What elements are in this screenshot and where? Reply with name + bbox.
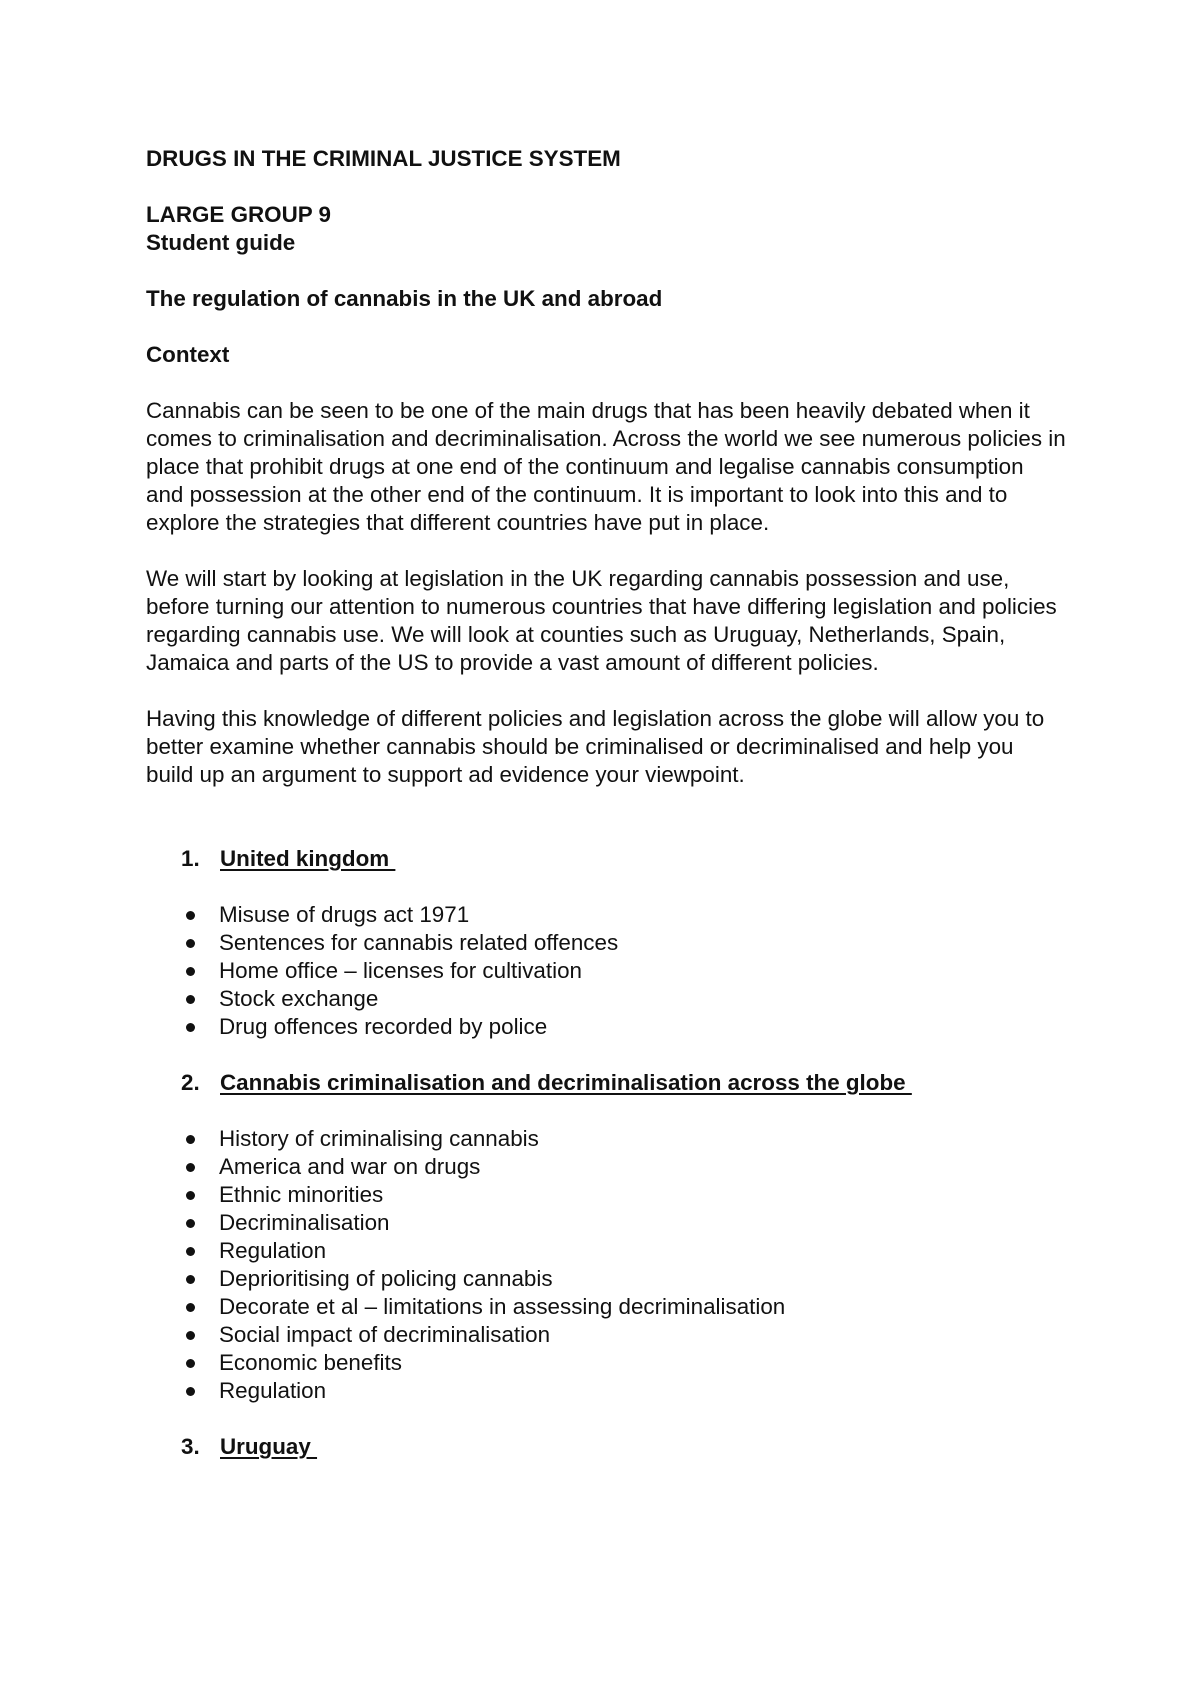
bullet-icon: [186, 967, 195, 976]
list-item: Decorate et al – limitations in assessing decriminalisation: [146, 1293, 1066, 1321]
section-number: 3.: [181, 1434, 200, 1459]
list-item: Drug offences recorded by police: [146, 1013, 1066, 1041]
bullet-icon: [186, 1023, 195, 1032]
group-label: LARGE GROUP 9: [146, 202, 331, 227]
section-number: 2.: [181, 1070, 200, 1095]
bullet-icon: [186, 1191, 195, 1200]
bullet-icon: [186, 1275, 195, 1284]
section-title: Cannabis criminalisation and decriminalisation across the globe: [220, 1070, 912, 1095]
context-paragraph-1: Cannabis can be seen to be one of the main drugs that has been heavily debated when it comes to criminalisation and decriminalisation. Across the world we see numerous policies in place that prohibit drugs at one end of the continuum and legalise cannabis consumption and possession at the other end of the continuum. It is important to look into this and to explore the strategies that different countries have put in place.: [146, 398, 1066, 535]
bullet-icon: [186, 1135, 195, 1144]
section-title: United kingdom: [220, 846, 396, 871]
list-item: Regulation: [146, 1237, 1066, 1265]
context-paragraph-3: Having this knowledge of different policies and legislation across the globe will allow you to better examine whether cannabis should be criminalised or decriminalised and help you build up an argument to support ad evidence your viewpoint.: [146, 706, 1045, 787]
bullet-icon: [186, 1331, 195, 1340]
list-item: Sentences for cannabis related offences: [146, 929, 1066, 957]
list-item: Stock exchange: [146, 985, 1066, 1013]
list-item: Misuse of drugs act 1971: [146, 901, 1066, 929]
section-title: Uruguay: [220, 1434, 318, 1459]
bullet-icon: [186, 911, 195, 920]
context-heading: Context: [146, 342, 230, 367]
bullet-icon: [186, 939, 195, 948]
section-1-list: [146, 901, 1066, 1041]
list-item: Decriminalisation: [146, 1209, 1066, 1237]
section-heading-united-kingdom: [146, 845, 1066, 873]
list-item: Ethnic minorities: [146, 1181, 1066, 1209]
list-item: Regulation: [146, 1377, 1066, 1405]
list-item: Deprioritising of policing cannabis: [146, 1265, 1066, 1293]
context-paragraph-2: We will start by looking at legislation in the UK regarding cannabis possession and use, before turning our attention to numerous countries that have differing legislation and policies regarding cannabis use. We will look at counties such as Uruguay, Netherlands, Spain, Jamaica and parts of the US to provide a vast amount of different policies.: [146, 566, 1057, 675]
bullet-icon: [186, 1359, 195, 1368]
list-item: Social impact of decriminalisation: [146, 1321, 1066, 1349]
bullet-icon: [186, 1387, 195, 1396]
document-page: [146, 145, 1066, 1461]
bullet-icon: [186, 1219, 195, 1228]
document-title: DRUGS IN THE CRIMINAL JUSTICE SYSTEM: [146, 146, 621, 171]
bullet-icon: [186, 1163, 195, 1172]
section-2-list: [146, 1125, 1066, 1405]
list-item: Home office – licenses for cultivation: [146, 957, 1066, 985]
section-number: 1.: [181, 846, 200, 871]
list-item: History of criminalising cannabis: [146, 1125, 1066, 1153]
topic-heading: The regulation of cannabis in the UK and abroad: [146, 286, 663, 311]
bullet-icon: [186, 1303, 195, 1312]
bullet-icon: [186, 995, 195, 1004]
list-item: America and war on drugs: [146, 1153, 1066, 1181]
section-heading-global: [146, 1069, 1066, 1097]
bullet-icon: [186, 1247, 195, 1256]
section-heading-uruguay: [146, 1433, 1066, 1461]
subtitle: Student guide: [146, 230, 296, 255]
list-item: Economic benefits: [146, 1349, 1066, 1377]
